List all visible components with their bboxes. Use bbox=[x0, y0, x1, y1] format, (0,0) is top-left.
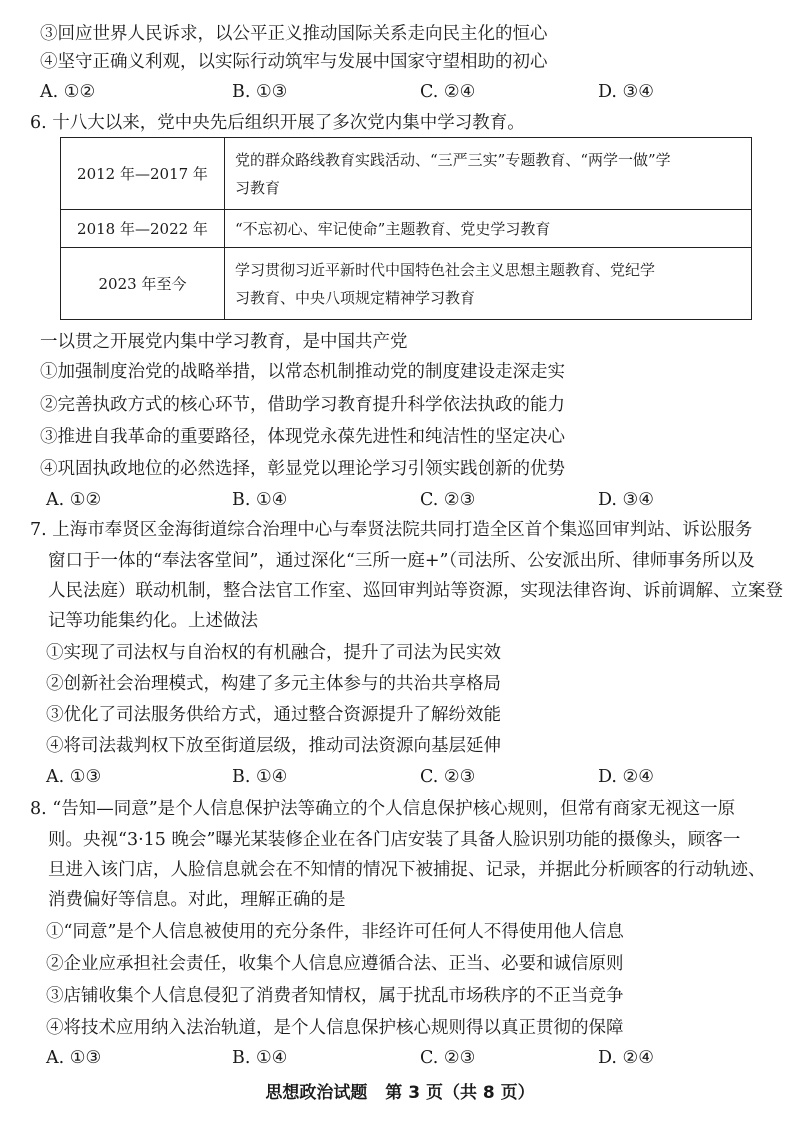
q8-stem-line-3: 旦进入该门店，人脸信息就会在不知情的情况下被捕捉、记录，并据此分析顾客的行动轨迹、 bbox=[48, 860, 766, 880]
q8-option-a: A. ①③ bbox=[46, 1048, 102, 1068]
q5-option-c: C. ②④ bbox=[420, 82, 476, 102]
q7-option-a: A. ①③ bbox=[46, 767, 102, 787]
period-cell: 2012 年—2017 年 bbox=[61, 138, 225, 210]
q6-option-a: A. ①② bbox=[46, 490, 102, 510]
content-line: 学习贯彻习近平新时代中国特色社会主义思想主题教育、党纪学 bbox=[235, 260, 656, 279]
q8-option-d: D. ②④ bbox=[598, 1048, 654, 1068]
q7-stem-line-2: 窗口于一体的“奉法客堂间”，通过深化“三所一庭+”（司法所、公安派出所、律师事务所以及 bbox=[48, 551, 755, 571]
content-line: 习教育、中央八项规定精神学习教育 bbox=[235, 288, 476, 307]
q6-lead: 一以贯之开展党内集中学习教育，是中国共产党 bbox=[40, 332, 408, 352]
q7-statement-3: ③优化了司法服务供给方式，通过整合资源提升了解纷效能 bbox=[46, 705, 501, 725]
table-row bbox=[61, 210, 752, 248]
page-footer bbox=[0, 1078, 800, 1103]
q5-option-d: D. ③④ bbox=[598, 82, 654, 102]
content-line: “不忘初心、牢记使命”主题教育、党史学习教育 bbox=[235, 219, 551, 238]
content-line: 习教育 bbox=[235, 178, 281, 197]
content-line: 党的群众路线教育实践活动、“三严三实”专题教育、“两学一做”学 bbox=[235, 150, 671, 169]
q6-option-d: D. ③④ bbox=[598, 490, 654, 510]
q8-statement-2: ②企业应承担社会责任，收集个人信息应遵循合法、正当、必要和诚信原则 bbox=[46, 954, 624, 974]
q7-stem-line-1: 7. 上海市奉贤区金海街道综合治理中心与奉贤法院共同打造全区首个集巡回审判站、诉讼服务 bbox=[30, 520, 753, 540]
period-cell: 2018 年—2022 年 bbox=[61, 210, 225, 248]
q7-stem-line-3: 人民法庭）联动机制，整合法官工作室、巡回审判站等资源，实现法律咨询、诉前调解、立案登 bbox=[48, 581, 783, 601]
table-row bbox=[61, 248, 752, 320]
q7-statement-4: ④将司法裁判权下放至街道层级，推动司法资源向基层延伸 bbox=[46, 736, 501, 756]
period-cell: 2023 年至今 bbox=[61, 248, 225, 320]
q7-option-b: B. ①④ bbox=[232, 767, 288, 787]
q5-statement-3: ③回应世界人民诉求，以公平正义推动国际关系走向民主化的恒心 bbox=[40, 24, 548, 44]
content-cell bbox=[225, 138, 752, 210]
q8-stem-line-4: 消费偏好等信息。对此，理解正确的是 bbox=[48, 890, 346, 910]
content-cell bbox=[225, 248, 752, 320]
q6-option-c: C. ②③ bbox=[420, 490, 476, 510]
q8-statement-3: ③店铺收集个人信息侵犯了消费者知情权，属于扰乱市场秩序的不正当竞争 bbox=[46, 986, 624, 1006]
content-cell bbox=[225, 210, 752, 248]
q6-statement-3: ③推进自我革命的重要路径，体现党永葆先进性和纯洁性的坚定决心 bbox=[40, 427, 565, 447]
q7-option-d: D. ②④ bbox=[598, 767, 654, 787]
q6-stem: 6. 十八大以来，党中央先后组织开展了多次党内集中学习教育。 bbox=[30, 113, 525, 133]
q7-stem-line-4: 记等功能集约化。上述做法 bbox=[48, 611, 258, 631]
q6-statement-2: ②完善执政方式的核心环节，借助学习教育提升科学依法执政的能力 bbox=[40, 395, 565, 415]
q8-stem-line-2: 则。央视“3·15 晚会”曝光某装修企业在各门店安装了具备人脸识别功能的摄像头，顾客一 bbox=[48, 830, 741, 850]
study-education-table bbox=[60, 137, 752, 320]
q5-option-a: A. ①② bbox=[40, 82, 96, 102]
q7-option-c: C. ②③ bbox=[420, 767, 476, 787]
q5-option-b: B. ①③ bbox=[232, 82, 288, 102]
page-number: 第 3 页（共 8 页） bbox=[385, 1083, 535, 1103]
q6-statement-4: ④巩固执政地位的必然选择，彰显党以理论学习引领实践创新的优势 bbox=[40, 459, 565, 479]
q5-statement-4: ④坚守正确义利观，以实际行动筑牢与发展中国家守望相助的初心 bbox=[40, 52, 548, 72]
q8-stem-line-1: 8. “告知—同意”是个人信息保护法等确立的个人信息保护核心规则，但常有商家无视这一原 bbox=[30, 799, 736, 819]
q6-statement-1: ①加强制度治党的战略举措，以常态机制推动党的制度建设走深走实 bbox=[40, 362, 565, 382]
q8-option-c: C. ②③ bbox=[420, 1048, 476, 1068]
q8-option-b: B. ①④ bbox=[232, 1048, 288, 1068]
subject-title: 思想政治试题 bbox=[265, 1083, 368, 1103]
q6-option-b: B. ①④ bbox=[232, 490, 288, 510]
q7-statement-1: ①实现了司法权与自治权的有机融合，提升了司法为民实效 bbox=[46, 643, 501, 663]
table-row bbox=[61, 138, 752, 210]
q8-statement-4: ④将技术应用纳入法治轨道，是个人信息保护核心规则得以真正贯彻的保障 bbox=[46, 1018, 624, 1038]
q8-statement-1: ①“同意”是个人信息被使用的充分条件，非经许可任何人不得使用他人信息 bbox=[46, 922, 624, 942]
q7-statement-2: ②创新社会治理模式，构建了多元主体参与的共治共享格局 bbox=[46, 674, 501, 694]
